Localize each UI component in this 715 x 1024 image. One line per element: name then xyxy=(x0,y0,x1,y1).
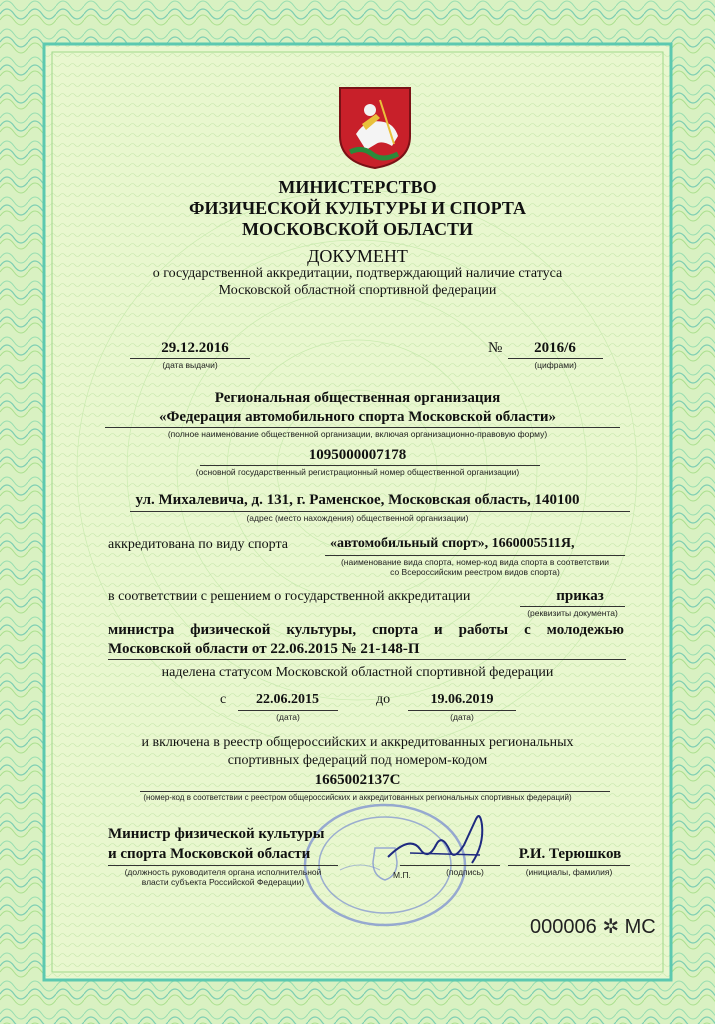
document-number-caption: (цифрами) xyxy=(534,360,577,370)
position-caption-line1: (должность руководителя органа исполнительной xyxy=(124,867,322,877)
serial-star: ✲ xyxy=(602,916,620,938)
document-title: ДОКУМЕНТ xyxy=(307,246,408,266)
status-from-date: 22.06.2015 xyxy=(256,692,319,707)
issue-date-caption: (дата выдачи) xyxy=(162,360,218,370)
ministry-title-line3: МОСКОВСКОЙ ОБЛАСТИ xyxy=(242,219,473,239)
org-address: ул. Михалевича, д. 131, г. Раменское, Московская область, 140100 xyxy=(135,492,580,508)
decision-document-caption: (реквизиты документа) xyxy=(527,608,618,618)
document-subtitle-line2: Московской областной спортивной федерации xyxy=(218,283,497,298)
decision-details-line2: Московской области от 22.06.2015 № 21-148-П xyxy=(108,641,420,657)
registry-code-caption: (номер-код в соответствии с реестром общероссийских и аккредитованных региональных спортивных федераций) xyxy=(143,793,572,802)
sport-prefix: аккредитована по виду спорта xyxy=(108,537,288,552)
address-caption: (адрес (место нахождения) общественной организации) xyxy=(246,513,469,523)
registry-text-line1: и включена в реестр общероссийских и аккредитованных региональных xyxy=(141,735,574,750)
org-name-line2: «Федерация автомобильного спорта Московской области» xyxy=(159,409,556,425)
sport-caption-line2: со Всероссийским реестром видов спорта) xyxy=(390,567,560,577)
status-text: наделена статусом Московской областной спортивной федерации xyxy=(161,665,554,680)
registry-text-line2: спортивных федераций под номером-кодом xyxy=(227,753,488,768)
number-sign: № xyxy=(488,340,503,356)
registry-code: 1665002137С xyxy=(314,772,401,788)
serial-series: МС xyxy=(624,916,656,938)
decision-details-line1: министра физической культуры, спорта и работы с молодежью xyxy=(108,622,624,638)
signatory-position-line1: Министр физической культуры xyxy=(108,826,325,842)
status-to-caption: (дата) xyxy=(450,712,474,722)
document-subtitle-line1: о государственной аккредитации, подтверждающий наличие статуса xyxy=(152,266,563,281)
issue-date: 29.12.2016 xyxy=(161,340,229,356)
seal-place-label: М.П. xyxy=(393,870,411,880)
org-name-caption: (полное наименование общественной организации, включая организационно-правовую форму) xyxy=(167,429,548,439)
signatory-name-caption: (инициалы, фамилия) xyxy=(525,867,613,877)
moscow-region-emblem-icon xyxy=(336,84,414,170)
ogrn-number: 1095000007178 xyxy=(308,447,407,463)
ministry-title-line2: ФИЗИЧЕСКОЙ КУЛЬТУРЫ И СПОРТА xyxy=(189,198,526,218)
ministry-title-line1: МИНИСТЕРСТВО xyxy=(278,177,437,197)
decision-prefix: в соответствии с решением о государственной аккредитации xyxy=(108,589,471,604)
document-number: 2016/6 xyxy=(534,340,576,356)
signatory-position-line2: и спорта Московской области xyxy=(108,846,311,862)
sport-caption-line1: (наименование вида спорта, номер-код вида спорта в соответствии xyxy=(340,557,610,567)
org-name-line1: Региональная общественная организация xyxy=(214,390,501,406)
sport-value: «автомобильный спорт», 1660005511Я, xyxy=(330,536,575,551)
signatory-name: Р.И. Терюшков xyxy=(518,846,622,862)
decision-document-type: приказ xyxy=(556,588,604,604)
status-to-label: до xyxy=(376,692,391,707)
status-from-caption: (дата) xyxy=(276,712,300,722)
ogrn-caption: (основной государственный регистрационный номер общественной организации) xyxy=(195,467,520,477)
signature-caption: (подпись) xyxy=(446,867,484,877)
status-from-label: с xyxy=(220,692,227,707)
status-to-date: 19.06.2019 xyxy=(430,692,494,707)
serial-block xyxy=(530,914,656,939)
position-caption-line2: власти субъекта Российской Федерации) xyxy=(141,877,305,887)
serial-number: 000006 xyxy=(530,916,597,938)
